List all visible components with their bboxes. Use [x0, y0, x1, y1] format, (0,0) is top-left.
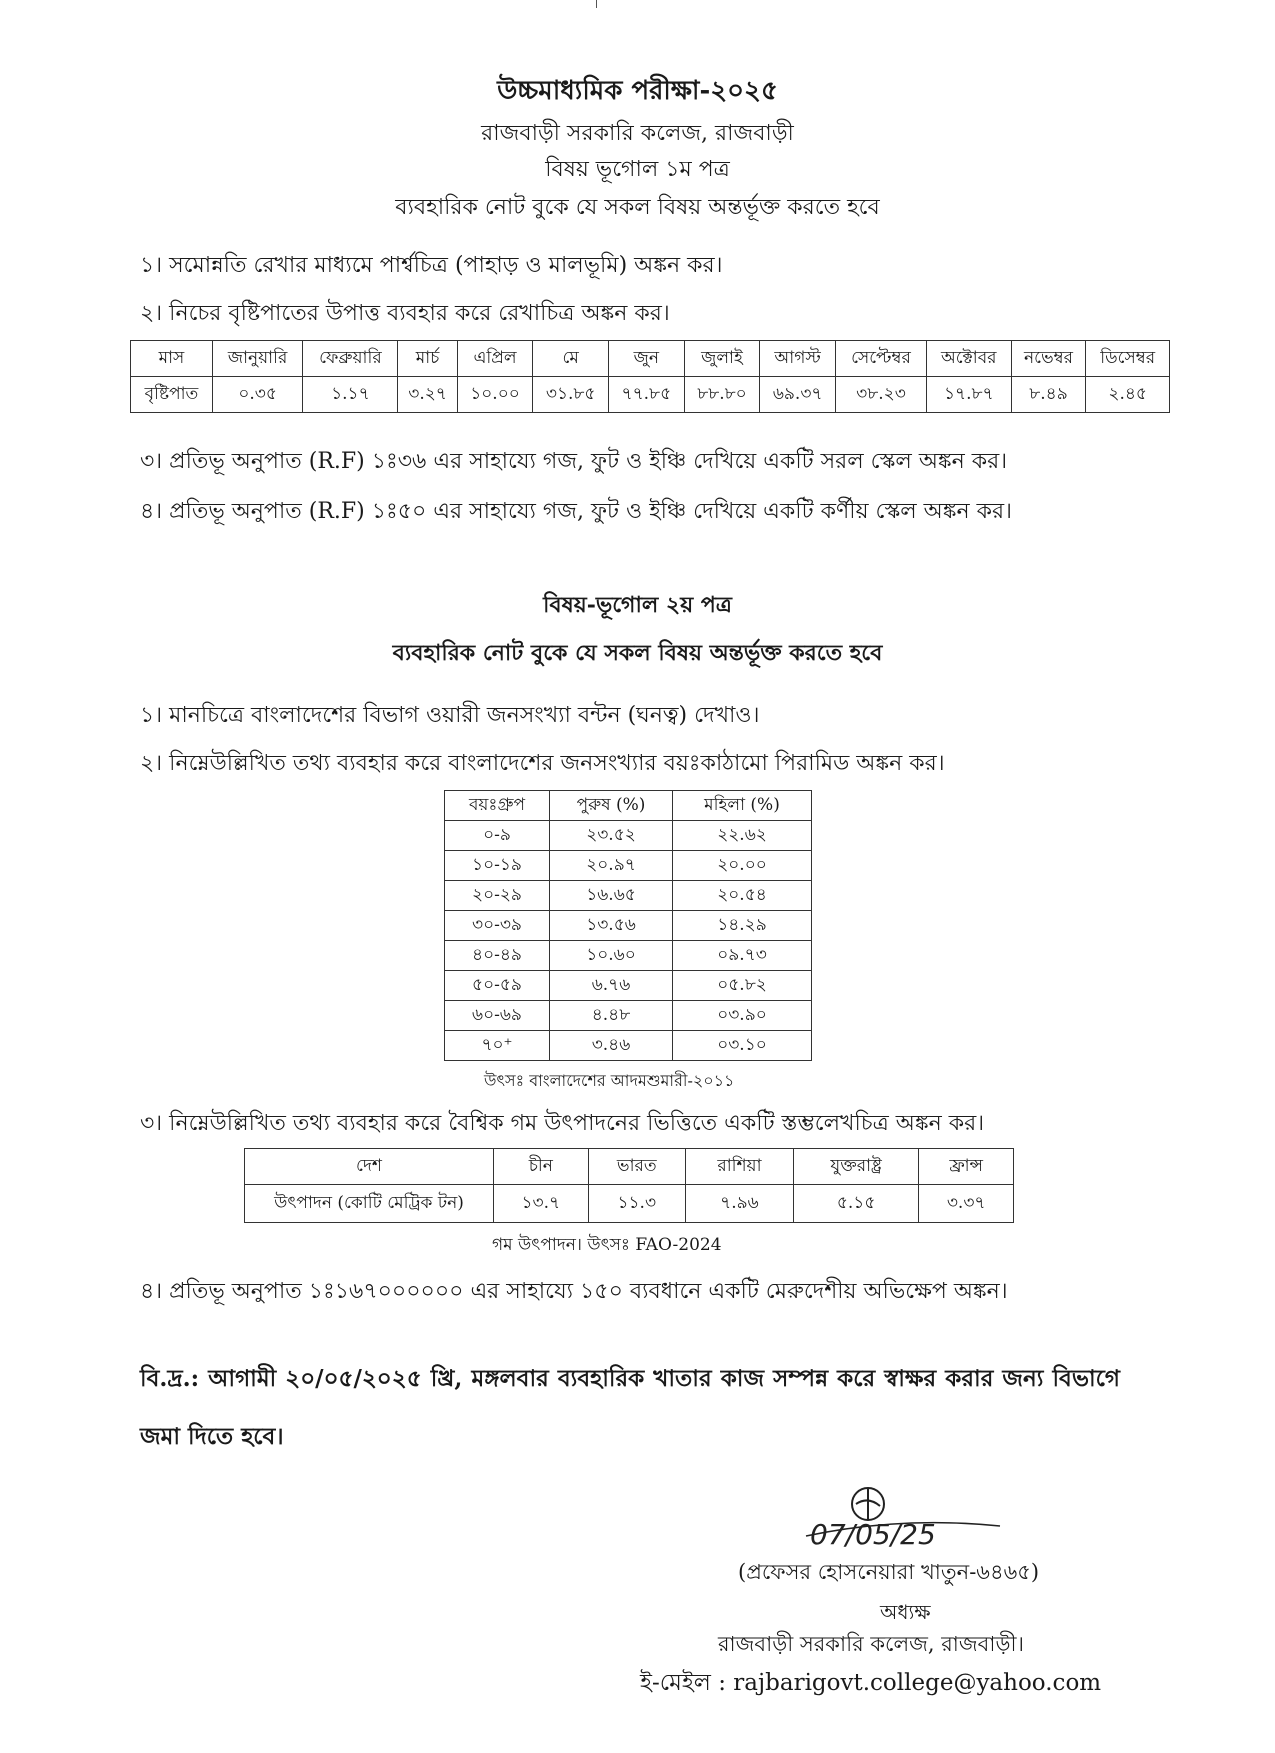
table-header-cell: পুরুষ (%)	[550, 791, 673, 821]
table-header-cell: ফেব্রুয়ারি	[303, 341, 398, 377]
table-cell: ২২.৬২	[673, 821, 812, 851]
table-cell: ৩.৩৭	[919, 1185, 1014, 1223]
paper1-item2: ২। নিচের বৃষ্টিপাতের উপাত্ত ব্যবহার করে রেখাচিত্র অঙ্কন কর।	[140, 301, 670, 326]
table-row	[245, 1149, 1014, 1185]
table-cell: ০-৯	[445, 821, 550, 851]
table-header-cell: এপ্রিল	[457, 341, 533, 377]
table-row	[445, 1001, 812, 1031]
table-cell: ১৭.৮৭	[926, 377, 1011, 413]
table-header-cell: অক্টোবর	[926, 341, 1011, 377]
wheat-table-caption: গম উৎপাদন। উৎসঃ FAO-2024	[492, 1235, 722, 1255]
table-cell: ৪.৪৮	[550, 1001, 673, 1031]
subject-paper2: বিষয়-ভূগোল ২য় পত্র	[543, 592, 732, 618]
table-cell: ৮৮.৮০	[684, 377, 760, 413]
table-cell: ০৯.৭৩	[673, 941, 812, 971]
table-header-cell: ডিসেম্বর	[1086, 341, 1170, 377]
table-cell: ১৩.৫৬	[550, 911, 673, 941]
age-table-caption: উৎসঃ বাংলাদেশের আদমশুমারী-২০১১	[484, 1071, 735, 1090]
table-header-cell: মার্চ	[398, 341, 457, 377]
table-cell: ৫.১৫	[793, 1185, 918, 1223]
paper2-item2: ২। নিম্নেউল্লিখিত তথ্য ব্যবহার করে বাংলাদেশের জনসংখ্যার বয়ঃকাঠামো পিরামিড অঙ্কন কর।	[140, 751, 945, 776]
college-name: রাজবাড়ী সরকারি কলেজ, রাজবাড়ী	[481, 121, 794, 146]
paper2-item1: ১। মানচিত্রে বাংলাদেশের বিভাগ ওয়ারী জনসংখ্যা বন্টন (ঘনত্ব) দেখাও।	[140, 703, 760, 728]
table-cell: ৬৯.৩৭	[760, 377, 836, 413]
principal-title: অধ্যক্ষ	[880, 1600, 931, 1624]
table-header-cell: ফ্রান্স	[919, 1149, 1014, 1185]
table-cell: ৪০-৪৯	[445, 941, 550, 971]
table-cell: ২০.০০	[673, 851, 812, 881]
age-structure-table	[444, 790, 812, 1061]
subject-paper1: বিষয় ভূগোল ১ম পত্র	[545, 157, 730, 182]
paper1-item4: ৪। প্রতিভূ অনুপাত (R.F) ১ঃ৫০ এর সাহায্যে গজ, ফুট ও ইঞ্চি দেখিয়ে একটি কর্ণীয় স্কেল অঙ্কন কর।	[140, 499, 1012, 524]
table-header-cell: মাস	[131, 341, 213, 377]
table-row	[445, 971, 812, 1001]
table-row	[445, 941, 812, 971]
paper1-item1: ১। সমোন্নতি রেখার মাধ্যমে পার্শ্বচিত্র (পাহাড় ও মালভূমি) অঙ্কন কর।	[140, 253, 723, 278]
table-header-cell: বয়ঃগ্রুপ	[445, 791, 550, 821]
table-cell: ২.৪৫	[1086, 377, 1170, 413]
table-cell: ৫০-৫৯	[445, 971, 550, 1001]
table-row	[445, 911, 812, 941]
table-row	[445, 1031, 812, 1061]
instruction-paper2: ব্যবহারিক নোট বুকে যে সকল বিষয় অন্তর্ভূক্ত করতে হবে	[392, 640, 883, 666]
table-row	[245, 1185, 1014, 1223]
table-cell: ৩০-৩৯	[445, 911, 550, 941]
table-cell: ২০.৫৪	[673, 881, 812, 911]
submission-note: বি.দ্র.: আগামী ২০/০৫/২০২৫ খ্রি, মঙ্গলবার ব্যবহারিক খাতার কাজ সম্পন্ন করে স্বাক্ষর করার জন্য বিভাগে জমা দিতে হবে।	[140, 1365, 1120, 1450]
table-cell: ০.৩৫	[212, 377, 302, 413]
table-cell: ২০-২৯	[445, 881, 550, 911]
table-header-cell: ভারত	[588, 1149, 685, 1185]
table-header-cell: আগস্ট	[760, 341, 836, 377]
table-header-cell: রাশিয়া	[685, 1149, 793, 1185]
table-cell: ৭০⁺	[445, 1031, 550, 1061]
table-cell: ১১.৩	[588, 1185, 685, 1223]
table-cell: ০৫.৮২	[673, 971, 812, 1001]
table-cell: ১.১৭	[303, 377, 398, 413]
table-cell: ৬.৭৬	[550, 971, 673, 1001]
table-cell: ৩৮.২৩	[835, 377, 926, 413]
table-header-cell: মে	[533, 341, 609, 377]
table-header-cell: জুলাই	[684, 341, 760, 377]
table-header-cell: যুক্তরাষ্ট্র	[793, 1149, 918, 1185]
exam-title: উচ্চমাধ্যমিক পরীক্ষা-২০২৫	[497, 76, 778, 106]
table-cell: ৩.৪৬	[550, 1031, 673, 1061]
handwritten-date	[800, 1512, 1010, 1552]
table-cell: ১৩.৭	[494, 1185, 589, 1223]
table-row	[445, 821, 812, 851]
table-cell: ০৩.৯০	[673, 1001, 812, 1031]
table-row	[445, 881, 812, 911]
table-cell: ৩.২৭	[398, 377, 457, 413]
table-cell: ১০.০০	[457, 377, 533, 413]
table-cell: ১৬.৬৫	[550, 881, 673, 911]
rainfall-table	[130, 340, 1170, 413]
table-header-cell: মহিলা (%)	[673, 791, 812, 821]
contact-email: ই-মেইল : rajbarigovt.college@yahoo.com	[640, 1670, 1102, 1696]
paper2-item3: ৩। নিম্নেউল্লিখিত তথ্য ব্যবহার করে বৈশ্বিক গম উৎপাদনের ভিত্তিতে একটি স্তম্ভলেখচিত্র অঙ্কন কর।	[140, 1111, 985, 1136]
table-cell: ৩১.৮৫	[533, 377, 609, 413]
paper1-item3: ৩। প্রতিভূ অনুপাত (R.F) ১ঃ৩৬ এর সাহায্যে গজ, ফুট ও ইঞ্চি দেখিয়ে একটি সরল স্কেল অঙ্কন কর।	[140, 449, 1008, 474]
scan-mark	[596, 0, 597, 8]
table-header-cell: নভেম্বর	[1011, 341, 1086, 377]
table-cell: ৮.৪৯	[1011, 377, 1086, 413]
table-cell: ৬০-৬৯	[445, 1001, 550, 1031]
table-cell: ৭৭.৮৫	[609, 377, 685, 413]
table-header-cell: জানুয়ারি	[212, 341, 302, 377]
table-cell: ১৪.২৯	[673, 911, 812, 941]
table-header-cell: দেশ	[245, 1149, 494, 1185]
table-cell: ২৩.৫২	[550, 821, 673, 851]
svg-text:07/05/25: 07/05/25	[810, 1518, 936, 1551]
table-row	[131, 341, 1170, 377]
table-cell: ৭.৯৬	[685, 1185, 793, 1223]
table-row	[445, 791, 812, 821]
table-cell: বৃষ্টিপাত	[131, 377, 213, 413]
table-row	[445, 851, 812, 881]
instruction-paper1: ব্যবহারিক নোট বুকে যে সকল বিষয় অন্তর্ভূক্ত করতে হবে	[395, 195, 880, 220]
table-cell: ১০-১৯	[445, 851, 550, 881]
table-row	[131, 377, 1170, 413]
principal-name: (প্রফেসর হোসনেয়ারা খাতুন-৬৪৬৫)	[738, 1560, 1040, 1584]
table-cell: উৎপাদন (কোটি মেট্রিক টন)	[245, 1185, 494, 1223]
table-header-cell: জুন	[609, 341, 685, 377]
table-header-cell: চীন	[494, 1149, 589, 1185]
signature-college: রাজবাড়ী সরকারি কলেজ, রাজবাড়ী।	[718, 1632, 1024, 1656]
table-cell: ২০.৯৭	[550, 851, 673, 881]
table-cell: ১০.৬০	[550, 941, 673, 971]
wheat-production-table	[244, 1148, 1014, 1223]
table-header-cell: সেপ্টেম্বর	[835, 341, 926, 377]
table-cell: ০৩.১০	[673, 1031, 812, 1061]
paper2-item4: ৪। প্রতিভূ অনুপাত ১ঃ১৬৭০০০০০০ এর সাহায্যে ১৫০ ব্যবধানে একটি মেরুদেশীয় অভিক্ষেপ অঙ্কন।	[140, 1279, 1008, 1304]
